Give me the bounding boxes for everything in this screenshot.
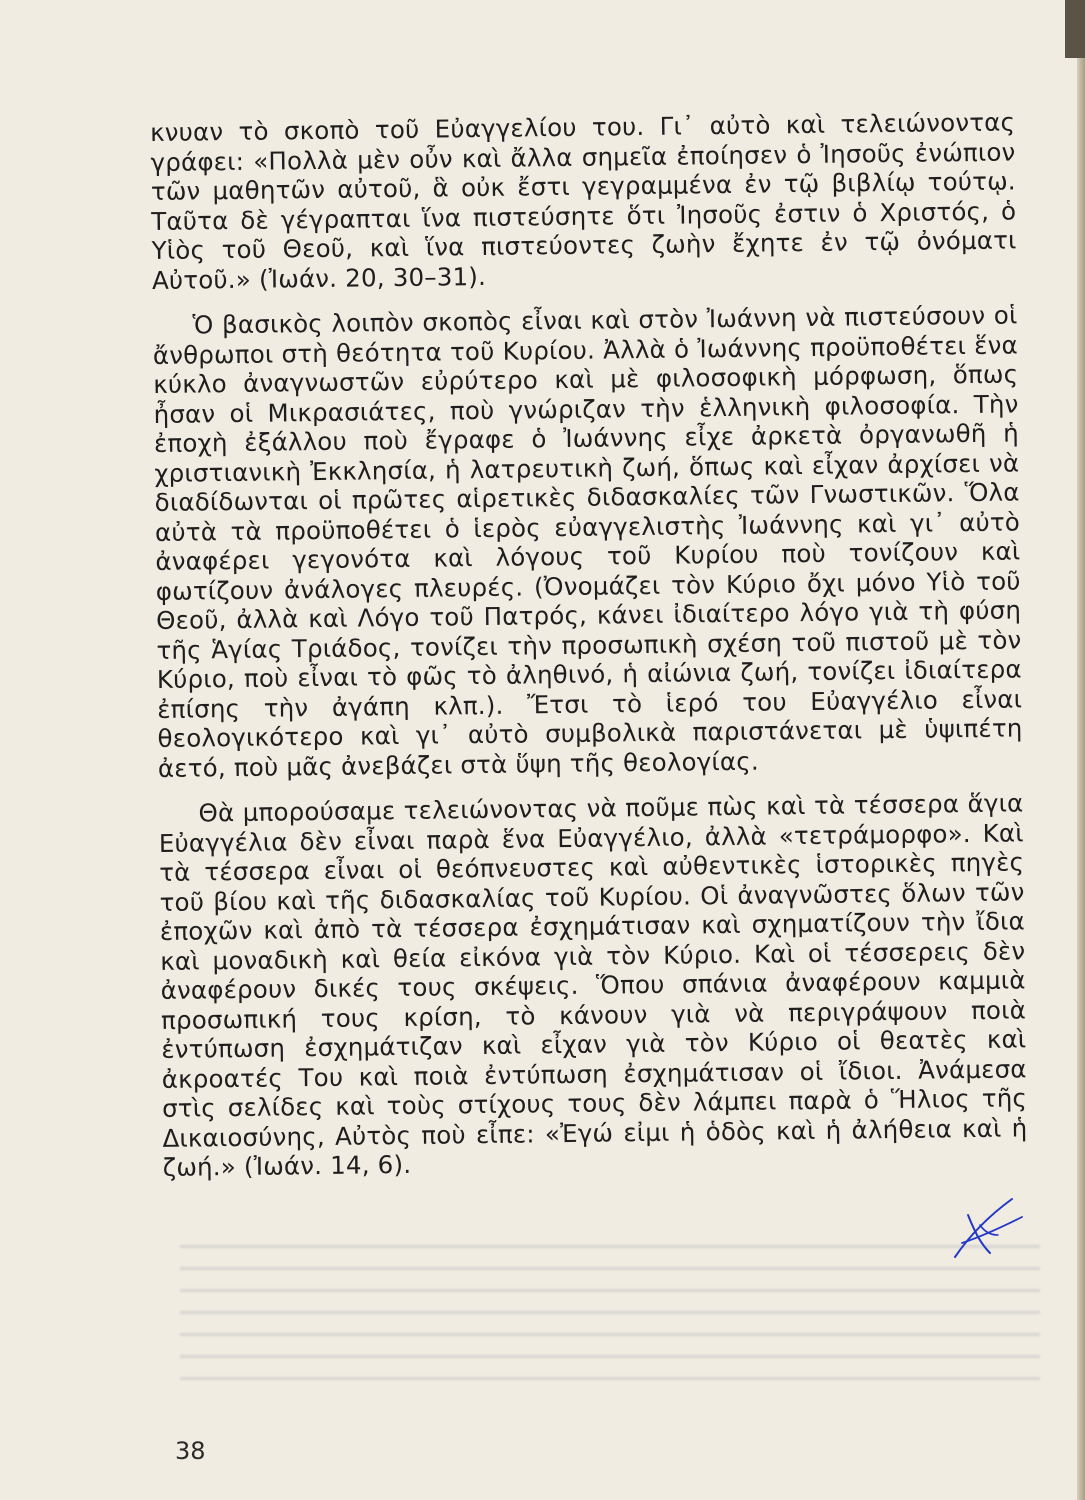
paragraph-3: Θὰ μπορούσαμε τελειώνοντας νὰ ποῦμε πὼς καὶ τὰ τέσσερα ἅγια Εὐαγγέλια δὲν εἶναι παρὰ ἕνα Εὐαγγέλιο, ἀλλὰ «τετράμορφο». Καὶ τὰ τέσσερα εἶναι οἱ θεόπνευστες καὶ αὐθεντικὲς ἱστορικὲς πηγὲς τοῦ βίου καὶ τῆς διδασκαλίας τοῦ Κυρίου. Οἱ ἀναγνῶστες ὅλων τῶν ἐποχῶν καὶ ἀπὸ τὰ τέσσερα ἐσχημάτισαν καὶ σχηματίζουν τὴν ἴδια καὶ μοναδικὴ καὶ θεία εἰκόνα γιὰ τὸν Κύριο. Καὶ οἱ τέσσερεις δὲν ἀναφέρουν δικές τους σκέψεις. Ὅπου σπάνια ἀναφέρουν καμμιὰ προσωπική τους κρίση, τὸ κάνουν γιὰ νὰ περιγράψουν ποιὰ ἐντύπωση ἐσχημάτιζαν καὶ εἶχαν γιὰ τὸν Κύριο οἱ θεατὲς καὶ ἀκροατές Του καὶ ποιὰ ἐντύπωση ἐσχημάτισαν οἱ ἴδιοι. Ἀνάμεσα στὶς σελίδες καὶ τοὺς στίχους τους δὲν λάμπει παρὰ ὁ Ἥλιος τῆς Δικαιοσύνης, Αὐτὸς ποὺ εἶπε: «Ἐγώ εἰμι ἡ ὁδὸς καὶ ἡ ἀλήθεια καὶ ἡ ζωή.» (Ἰωάν. 14, 6). [158,788,1028,1182]
show-through-text [180,1235,1040,1395]
page-number: 38 [175,1437,206,1465]
paragraph-1: κνυαν τὸ σκοπὸ τοῦ Εὐαγγελίου του. Γι᾽ αὐτὸ καὶ τελειώνοντας γράφει: «Πολλὰ μὲν οὖν καὶ ἄλλα σημεῖα ἐποίησεν ὁ Ἰησοῦς ἐνώπιον τῶν μαθητῶν αὐτοῦ, ἃ οὐκ ἔστι γεγραμμένα ἐν τῷ βιβλίῳ τούτῳ. Ταῦτα δὲ γέγραπται ἵνα πιστεύσητε ὅτι Ἰησοῦς ἐστιν ὁ Χριστός, ὁ Υἱὸς τοῦ Θεοῦ, καὶ ἵνα πιστεύοντες ζωὴν ἔχητε ἐν τῷ ὀνόματι Αὐτοῦ.» (Ἰωάν. 20, 30–31). [150,107,1017,295]
body-text [150,107,1028,1198]
page-edge [1077,0,1085,1500]
paragraph-2: Ὁ βασικὸς λοιπὸν σκοπὸς εἶναι καὶ στὸν Ἰωάννη νὰ πιστεύσουν οἱ ἄνθρωποι στὴ θεότητα τοῦ Κυρίου. Ἀλλὰ ὁ Ἰωάννης προϋποθέτει ἕνα κύκλο ἀναγνωστῶν εὐρύτερο καὶ μὲ φιλοσοφικὴ μόρφωση, ὅπως ἦσαν οἱ Μικρασιάτες, ποὺ γνώριζαν τὴν ἑλληνικὴ φιλοσοφία. Τὴν ἐποχὴ ἐξάλλου ποὺ ἔγραφε ὁ Ἰωάννης εἶχε ἀρκετὰ ὀργανωθῆ ἡ χριστιανικὴ Ἐκκλησία, ἡ λατρευτικὴ ζωή, ὅπως καὶ εἶχαν ἀρχίσει νὰ διαδίδωνται οἱ πρῶτες αἱρετικὲς διδασκαλίες τῶν Γνωστικῶν. Ὅλα αὐτὰ τὰ προϋποθέτει ὁ ἱερὸς εὐαγγελιστὴς Ἰωάννης καὶ γι᾽ αὐτὸ ἀναφέρει γεγονότα καὶ λόγους τοῦ Κυρίου ποὺ τονίζουν καὶ φωτίζουν ἀνάλογες πλευρές. (Ὀνομάζει τὸν Κύριο ὄχι μόνο Υἱὸ τοῦ Θεοῦ, ἀλλὰ καὶ Λόγο τοῦ Πατρός, κάνει ἰδιαίτερο λόγο γιὰ τὴ φύση τῆς Ἁγίας Τριάδος, τονίζει τὴν προσωπικὴ σχέση τοῦ πιστοῦ μὲ τὸν Κύριο, ποὺ εἶναι τὸ φῶς τὸ ἀληθινό, ἡ αἰώνια ζωή, τονίζει ἰδιαίτερα ἐπίσης τὴν ἀγάπη κλπ.). Ἔτσι τὸ ἱερό του Εὐαγγέλιο εἶναι θεολογικότερο καὶ γι᾽ αὐτὸ συμβολικὰ παριστάνεται μὲ ὑψιπέτη ἀετό, ποὺ μᾶς ἀνεβάζει στὰ ὕψη τῆς θεολογίας. [152,300,1023,783]
page-corner-shadow [1065,0,1085,58]
handwritten-mark [950,1195,1025,1265]
